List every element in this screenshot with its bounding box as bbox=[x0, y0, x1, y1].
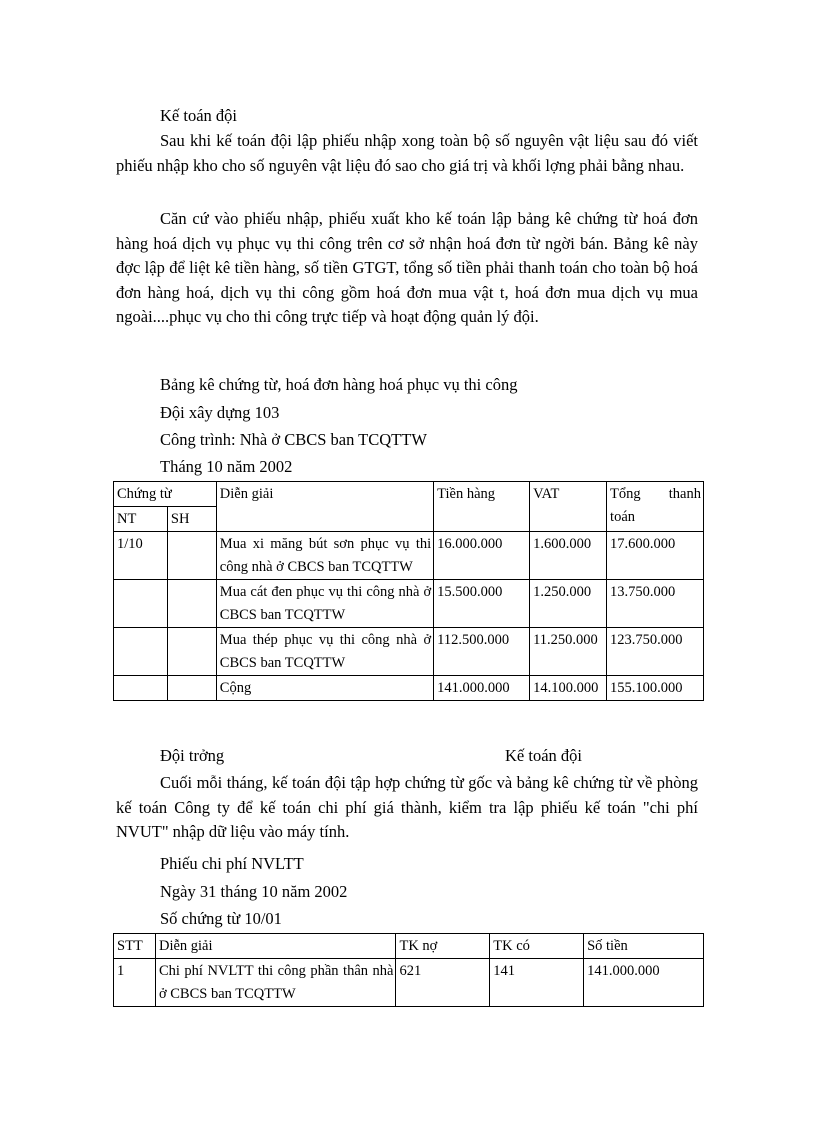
cell-desc: Mua thép phục vụ thi công nhà ở CBCS ban TCQTTW bbox=[216, 628, 433, 676]
header-tk-co: TK có bbox=[490, 934, 584, 959]
paragraph-bang-ke: Căn cứ vào phiếu nhập, phiếu xuất kho kế toán lập bảng kê chứng từ hoá đơn hàng hoá dịch vụ phục vụ thi công trên cơ sở nhận hoá đơn từ ngời bán. Bảng kê này đợc lập để liệt kê tiền hàng, số tiền GTGT, tổng số tiền phải thanh toán cho toàn bộ hoá đơn hàng hoá, dịch vụ thi công gồm hoá đơn mua vật t, hoá đơn mua dịch vụ mua ngoài....phục vụ cho thi công trực tiếp và hoạt động quản lý đội. bbox=[116, 209, 698, 326]
cell-tien-hang: 141.000.000 bbox=[434, 676, 530, 701]
header-chung-tu: Chứng từ bbox=[114, 482, 217, 507]
cell-vat: 14.100.000 bbox=[530, 676, 607, 701]
cell-vat: 1.600.000 bbox=[530, 532, 607, 580]
cell-tien-hang: 112.500.000 bbox=[434, 628, 530, 676]
cell-sh bbox=[167, 628, 216, 676]
heading-ke-toan-doi: Kế toán đội bbox=[160, 106, 237, 125]
cell-nt bbox=[114, 676, 168, 701]
table-total-row bbox=[114, 676, 704, 701]
cost-voucher-table bbox=[113, 933, 704, 1007]
cell-tk-no: 621 bbox=[396, 959, 490, 1007]
cell-sh bbox=[167, 580, 216, 628]
cell-nt bbox=[114, 628, 168, 676]
header-dien-giai: Diễn giải bbox=[155, 934, 396, 959]
header-tong-thanh-toan: Tổng thanh toán bbox=[607, 482, 704, 532]
header-stt: STT bbox=[114, 934, 156, 959]
table-header-row bbox=[114, 934, 704, 959]
header-tien-hang: Tiền hàng bbox=[434, 482, 530, 532]
invoice-list-table bbox=[113, 481, 704, 701]
cell-desc: Cộng bbox=[216, 676, 433, 701]
table-row bbox=[114, 959, 704, 1007]
cell-tien-hang: 16.000.000 bbox=[434, 532, 530, 580]
table1-team: Đội xây dựng 103 bbox=[160, 403, 280, 422]
cell-nt bbox=[114, 580, 168, 628]
cell-tien-hang: 15.500.000 bbox=[434, 580, 530, 628]
cell-vat: 1.250.000 bbox=[530, 580, 607, 628]
header-sh: SH bbox=[167, 507, 216, 532]
cell-tong: 123.750.000 bbox=[607, 628, 704, 676]
cell-tong: 155.100.000 bbox=[607, 676, 704, 701]
header-so-tien: Số tiền bbox=[584, 934, 704, 959]
table2-doc-number: Số chứng từ 10/01 bbox=[160, 909, 282, 928]
cell-desc: Mua xi măng bút sơn phục vụ thi công nhà ở CBCS ban TCQTTW bbox=[216, 532, 433, 580]
cell-desc: Chi phí NVLTT thi công phần thân nhà ở CBCS ban TCQTTW bbox=[155, 959, 396, 1007]
cell-vat: 11.250.000 bbox=[530, 628, 607, 676]
table-row bbox=[114, 532, 704, 580]
table-row bbox=[114, 580, 704, 628]
header-nt: NT bbox=[114, 507, 168, 532]
cell-tong: 17.600.000 bbox=[607, 532, 704, 580]
table1-month: Tháng 10 năm 2002 bbox=[160, 457, 293, 476]
signature-doi-truong: Đội trởng bbox=[160, 746, 225, 765]
cell-so-tien: 141.000.000 bbox=[584, 959, 704, 1007]
cell-sh bbox=[167, 532, 216, 580]
header-vat: VAT bbox=[530, 482, 607, 532]
cell-desc: Mua cát đen phục vụ thi công nhà ở CBCS ban TCQTTW bbox=[216, 580, 433, 628]
table-row bbox=[114, 628, 704, 676]
table-header-row bbox=[114, 482, 704, 507]
table1-title: Bảng kê chứng từ, hoá đơn hàng hoá phục vụ thi công bbox=[160, 375, 518, 394]
paragraph-cuoi-thang: Cuối mỗi tháng, kế toán đội tập hợp chứng từ gốc và bảng kê chứng từ về phòng kế toán Công ty để kế toán chi phí giá thành, kiểm tra lập phiếu kế toán "chi phí NVUT" nhập dữ liệu vào máy tính. bbox=[116, 773, 698, 841]
cell-sh bbox=[167, 676, 216, 701]
header-tk-no: TK nợ bbox=[396, 934, 490, 959]
header-dien-giai: Diễn giải bbox=[216, 482, 433, 532]
cell-tk-co: 141 bbox=[490, 959, 584, 1007]
table2-title: Phiếu chi phí NVLTT bbox=[160, 854, 304, 873]
table2-date: Ngày 31 tháng 10 năm 2002 bbox=[160, 882, 348, 901]
table1-project: Công trình: Nhà ở CBCS ban TCQTTW bbox=[160, 430, 427, 449]
cell-stt: 1 bbox=[114, 959, 156, 1007]
cell-tong: 13.750.000 bbox=[607, 580, 704, 628]
paragraph-phieu-nhap: Sau khi kế toán đội lập phiếu nhập xong toàn bộ số nguyên vật liệu sau đó viết phiếu nhập kho cho số nguyên vật liệu đó sao cho giá trị và khối lợng phải bằng nhau. bbox=[116, 131, 698, 175]
signature-ke-toan-doi: Kế toán đội bbox=[505, 746, 582, 765]
cell-nt: 1/10 bbox=[114, 532, 168, 580]
